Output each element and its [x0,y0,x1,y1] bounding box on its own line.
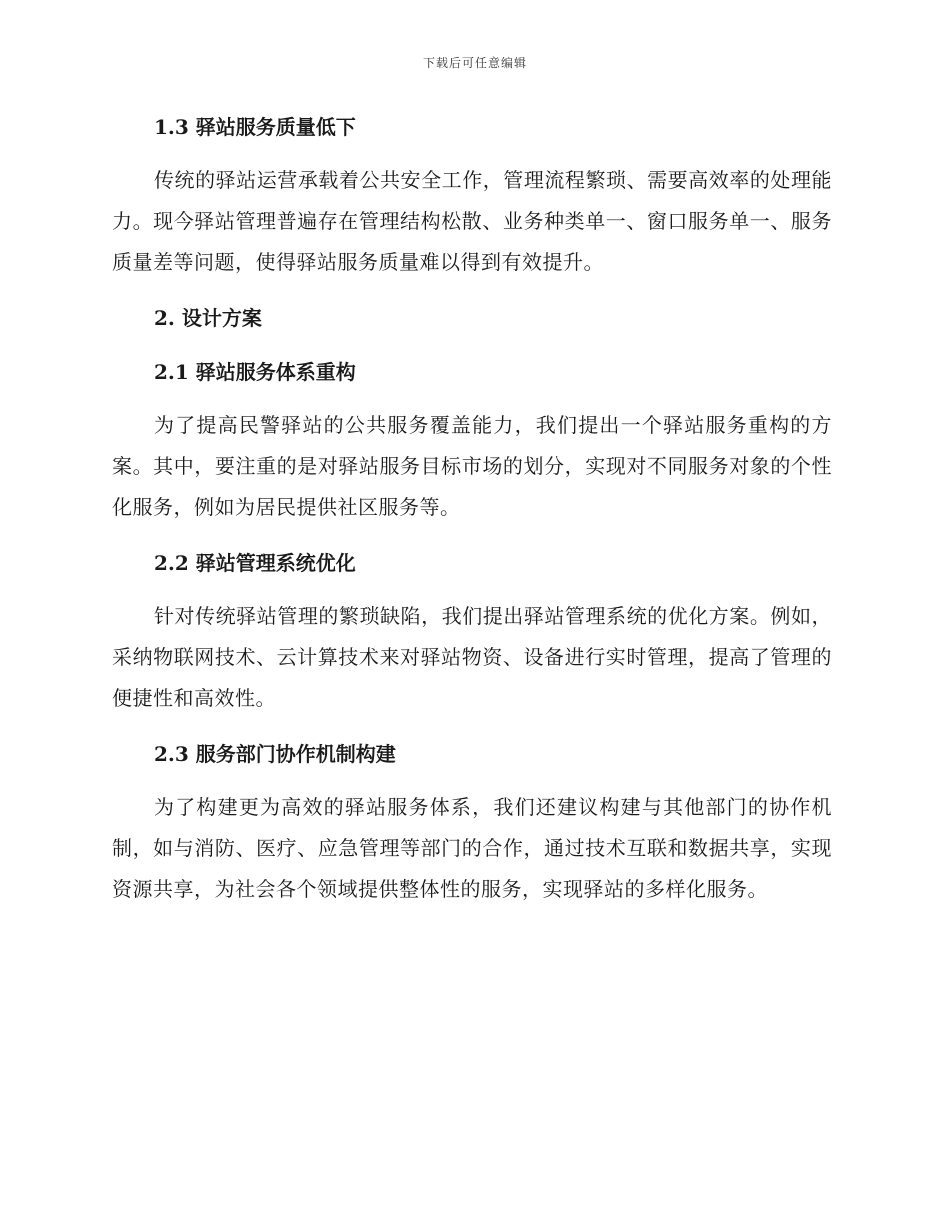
section-heading-2-3: 2.3 服务部门协作机制构建 [154,742,396,766]
section-heading-2: 2. 设计方案 [154,306,262,330]
section-heading-1-3: 1.3 驿站服务质量低下 [154,115,356,139]
document-body [112,108,832,910]
section-heading-2-2: 2.2 驿站管理系统优化 [154,551,356,575]
section-paragraph-2-1: 为了提高民警驿站的公共服务覆盖能力，我们提出一个驿站服务重构的方案。其中，要注重的是对驿站服务目标市场的划分，实现对不同服务对象的个性化服务，例如为居民提供社区服务等。 [112,413,832,519]
header-note: 下载后可任意编辑 [422,56,527,70]
section-paragraph-2-2: 针对传统驿站管理的繁琐缺陷，我们提出驿站管理系统的优化方案。例如，采纳物联网技术、云计算技术来对驿站物资、设备进行实时管理，提高了管理的便捷性和高效性。 [112,604,832,710]
section-paragraph-1-3: 传统的驿站运营承载着公共安全工作，管理流程繁琐、需要高效率的处理能力。现今驿站管理普遍存在管理结构松散、业务种类单一、窗口服务单一、服务质量差等问题，使得驿站服务质量难以得到有效提升。 [112,168,832,274]
section-paragraph-2-3: 为了构建更为高效的驿站服务体系，我们还建议构建与其他部门的协作机制，如与消防、医疗、应急管理等部门的合作，通过技术互联和数据共享，实现资源共享，为社会各个领域提供整体性的服务，实现驿站的多样化服务。 [112,795,832,901]
section-heading-2-1: 2.1 驿站服务体系重构 [154,360,356,384]
